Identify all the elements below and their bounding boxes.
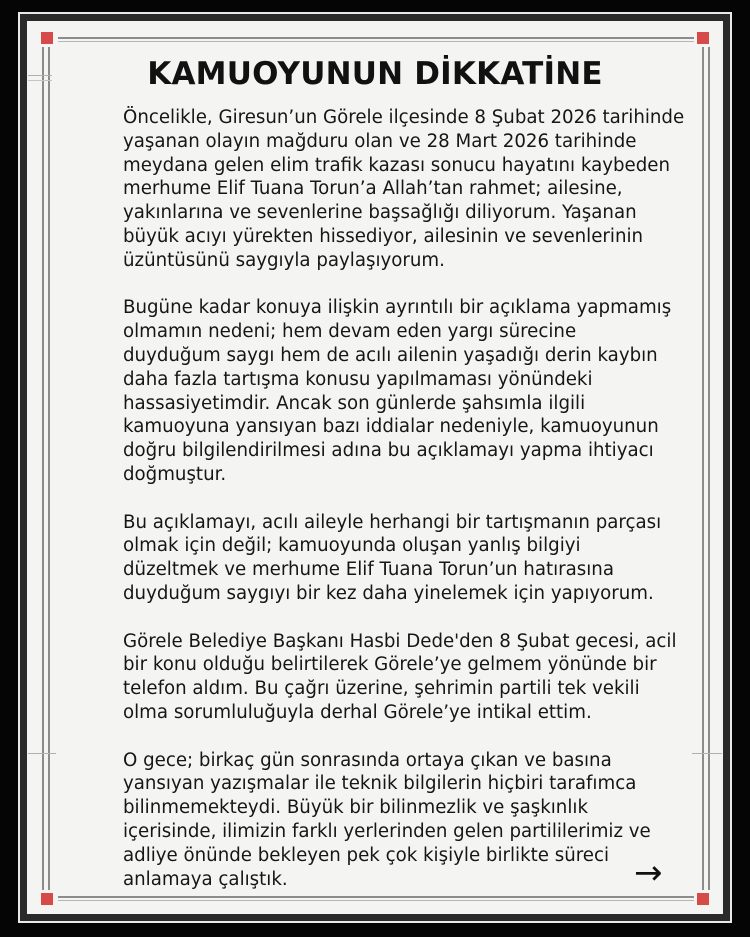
text-line: olmak için değil; kamuoyunda oluşan yanlış bilgiyi: [123, 535, 581, 557]
corner-accent-top-left: [41, 32, 53, 44]
text-line: bilinmemekteydi. Büyük bir bilinmezlik ve şaşkınlık: [123, 797, 588, 819]
text-line: düzeltmek ve merhume Elif Tuana Torun’un hatırasına: [123, 559, 614, 581]
text-line: doğru bilgilendirilmesi adına bu açıklamayı yapma ihtiyacı: [123, 440, 654, 462]
paragraph-5: [123, 749, 723, 892]
paragraph-3: [123, 511, 723, 606]
text-line: adliye önünde bekleyen pek çok kişiyle birlikte süreci: [123, 844, 610, 866]
left-rule-2: [48, 47, 50, 890]
top-rule-2: [58, 41, 694, 42]
text-line: büyük acıyı yürekten hissediyor, ailesinin ve sevenlerinin: [123, 225, 644, 247]
text-line: Görele Belediye Başkanı Hasbi Dede'den 8 Şubat gecesi, acil: [123, 630, 677, 652]
text-line: O gece; birkaç gün sonrasında ortaya çıkan ve basına: [123, 749, 612, 771]
text-line: Bugüne kadar konuya ilişkin ayrıntılı bir açıklama yapmamış: [123, 297, 672, 319]
text-line: yaşanan olayın mağduru olan ve 28 Mart 2026 tarihinde: [123, 130, 637, 152]
text-line: yakınlarına ve sevenlerine başsağlığı diliyorum. Yaşanan: [123, 202, 637, 224]
text-line: olmamın nedeni; hem devam eden yargı sürecine: [123, 321, 577, 343]
text-line: yansıyan yazışmalar ile teknik bilgilerin hiçbiri tarafımca: [123, 773, 637, 795]
top-rule-1: [58, 37, 694, 39]
paragraph-4: [123, 630, 723, 725]
corner-accent-bottom-left: [41, 893, 53, 905]
text-line: bir konu olduğu belirtilerek Görele’ye gelmem yönünde bir: [123, 654, 657, 676]
left-rule-1: [42, 47, 44, 890]
arrow-right-icon[interactable]: →: [634, 853, 663, 893]
text-line: hassasiyetimdir. Ancak son günlerde şahsımla ilgili: [123, 392, 586, 414]
left-tick-bottom: [28, 753, 56, 754]
paragraph-2: [123, 296, 723, 486]
text-line: anlamaya çalıştık.: [123, 868, 288, 890]
text-line: merhume Elif Tuana Torun’a Allah’tan rahmet; ailesine,: [123, 178, 623, 200]
text-line: daha fazla tartışma konusu yapılmaması yönündeki: [123, 368, 593, 390]
text-line: duyduğum saygı hem de acılı ailenin yaşadığı derin kaybın: [123, 344, 658, 366]
page-title: KAMUOYUNUN DİKKATİNE: [147, 56, 603, 92]
paragraph-1: [123, 106, 723, 273]
text-line: olma sorumluluğuyla derhal Görele’ye intikal ettim.: [123, 701, 592, 723]
statement-body: [123, 106, 723, 915]
text-line: duyduğum saygıyı bir kez daha yinelemek için yapıyorum.: [123, 582, 654, 604]
text-line: üzüntüsünü saygıyla paylaşıyorum.: [123, 249, 445, 271]
text-line: doğmuştur.: [123, 463, 227, 485]
text-line: kamuoyuna yansıyan bazı iddialar nedeniyle, kamuoyunun: [123, 416, 659, 438]
text-line: Öncelikle, Giresun’un Görele ilçesinde 8 Şubat 2026 tarihinde: [123, 107, 685, 128]
text-line: meydana gelen elim trafik kazası sonucu hayatını kaybeden: [123, 154, 670, 176]
text-line: telefon aldım. Bu çağrı üzerine, şehrimin partili tek vekili: [123, 678, 640, 700]
text-line: içerisinde, ilimizin farklı yerlerinden gelen partililerimiz ve: [123, 820, 651, 842]
corner-accent-top-right: [697, 32, 709, 44]
text-line: Bu açıklamayı, acılı aileyle herhangi bir tartışmanın parçası: [123, 511, 662, 533]
